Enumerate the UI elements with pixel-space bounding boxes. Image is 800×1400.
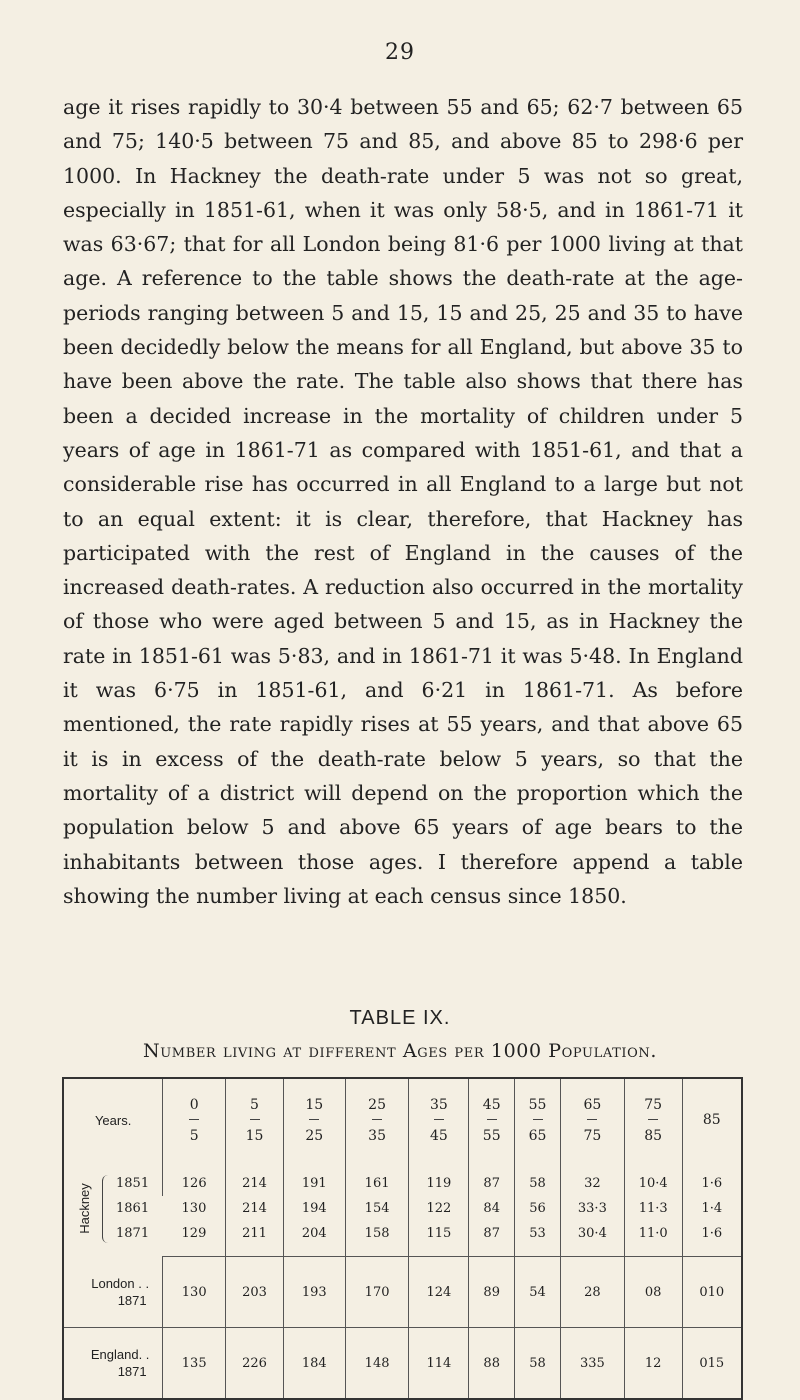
table-cell: 130 [163,1257,226,1328]
table-cell: 148 [345,1328,409,1400]
table-cell: 135 [163,1328,226,1400]
table-cell: 170 [345,1257,409,1328]
year-label: 1871 [117,1292,147,1308]
table-cell: 114 [409,1328,469,1400]
age-from: 45 [482,1096,501,1113]
table-cell: 184 [283,1328,345,1400]
england-label-cell [63,1328,163,1400]
table-cell: 335 [560,1328,624,1400]
table-cell: 58 [515,1161,561,1196]
age-header [345,1078,409,1161]
table-cell: 158 [345,1221,409,1257]
age-header [515,1078,561,1161]
age-header: 85 [682,1078,742,1161]
table-cell: 12 [624,1328,682,1400]
age-to: 65 [528,1127,547,1144]
page-number: 29 [385,40,415,65]
age-header [469,1078,515,1161]
table-cell: 10·4 [624,1161,682,1196]
table-cell: 226 [226,1328,284,1400]
age-header [226,1078,284,1161]
hackney-label-cell [63,1161,163,1257]
table-cell: 88 [469,1328,515,1400]
age-from: 5 [250,1096,259,1113]
age-header [283,1078,345,1161]
year-label: 1851 [116,1176,150,1191]
table-header-row [63,1078,742,1161]
age-to: 25 [305,1127,324,1144]
year-label: 1871 [116,1226,150,1241]
table-cell: 010 [682,1257,742,1328]
table-cell: 89 [469,1257,515,1328]
table-row [63,1161,742,1196]
table-cell: 204 [283,1221,345,1257]
table-cell: 203 [226,1257,284,1328]
england-label: England. . [90,1347,150,1362]
age-header [560,1078,624,1161]
table-cell: 193 [283,1257,345,1328]
age-to: 55 [482,1127,501,1144]
age-header [163,1078,226,1161]
table-cell: 28 [560,1257,624,1328]
age-from: 55 [528,1096,547,1113]
table-cell: 214 [226,1196,284,1221]
table-cell: 58 [515,1328,561,1400]
table-cell: 122 [409,1196,469,1221]
age-from: 35 [429,1096,448,1113]
table-cell: 194 [283,1196,345,1221]
age-to: 5 [189,1127,199,1144]
brace-icon [102,1175,109,1243]
table-cell: 015 [682,1328,742,1400]
age-to: 45 [429,1127,448,1144]
london-label: London . . [91,1275,150,1291]
age-to: 15 [245,1127,264,1144]
table-cell: 33·3 [560,1196,624,1221]
table-cell: 119 [409,1161,469,1196]
table-cell: 56 [515,1196,561,1221]
table-cell: 161 [345,1161,409,1196]
age-to: 75 [583,1127,602,1144]
year-label: 1871 [117,1364,147,1379]
table-row [63,1221,742,1257]
table-cell: 211 [226,1221,284,1257]
table-cell: 154 [345,1196,409,1221]
table-cell: 1·4 [682,1196,742,1221]
england-row [63,1328,742,1400]
table-cell: 32 [560,1161,624,1196]
table-cell: 1·6 [682,1221,742,1257]
london-row [63,1257,742,1328]
population-age-table [62,1077,743,1400]
table-cell: 11·0 [624,1221,682,1257]
table-cell: 30·4 [560,1221,624,1257]
table-cell: 08 [624,1257,682,1328]
table-caption: Number living at different Ages per 1000 Population. [143,1040,657,1062]
table-cell: 130 [181,1201,207,1216]
table-cell: 129 [163,1221,226,1257]
hackney-group [63,1161,742,1257]
age-from: 25 [368,1096,386,1113]
year-label: 1861 [116,1201,150,1216]
table-cell: 191 [283,1161,345,1196]
table-cell: 87 [469,1161,515,1196]
age-from: 75 [644,1096,663,1113]
hackney-label: Hackney [76,1183,92,1235]
age-to: 85 [644,1127,663,1144]
table-cell: 11·3 [624,1196,682,1221]
age-from: 65 [583,1096,602,1113]
table-cell: 54 [515,1257,561,1328]
age-header [409,1078,469,1161]
table-label: TABLE IX. [349,1007,451,1029]
years-header: Years. [94,1112,132,1128]
table-cell: 1·6 [682,1161,742,1196]
table-cell: 53 [515,1221,561,1257]
age-to: 35 [368,1127,386,1144]
table-cell: 87 [469,1221,515,1257]
london-label-cell [63,1257,163,1328]
age-from: 15 [305,1096,324,1113]
table-cell: 124 [409,1257,469,1328]
table-cell: 126 [163,1161,226,1196]
table-cell: 115 [409,1221,469,1257]
table-cell: 84 [469,1196,515,1221]
table-cell: 214 [226,1161,284,1196]
body-paragraph: age it rises rapidly to 30·4 between 55 and 65; 62·7 between 65 and 75; 140·5 between 75 and 85, and above 85 to 298·6 per 1000. In Hackney the death-rate under 5 was not so great, especially in 1851-61, when it was only 58·5, and in 1861-71 it was 63·67; that for all London being 81·6 per 1000 living at that age. A reference to the table shows the death-rate at the age-periods ranging between 5 and 15, 15 and 25, 25 and 35 to have been decidedly below the means for all England, but above 35 to have been above the rate. The table also shows that there has been a decided increase in the mortality of children under 5 years of age in 1861-71 as compared with 1851-61, and that a considerable rise has occurred in all England to a large but not to an equal extent: it is clear, therefore, that Hackney has participated with the rest of England in the causes of the increased death-rates. A reduction also occurred in the mortality of those who were aged between 5 and 15, as in Hackney the rate in 1851-61 was 5·83, and in 1861-71 it was 5·48. In England it was 6·75 in 1851-61, and 6·21 in 1861-71. As before mentioned, the rate rapidly rises at 55 years, and that above 65 it is in excess of the death-rate below 5 years, so that the mortality of a district will depend on the proportion which the population below 5 and above 65 years of age bears to the inhabitants between those ages. I therefore append a table showing the number living at each census since 1850. [63,95,743,908]
age-header [624,1078,682,1161]
age-from: 0 [189,1096,199,1113]
table-row [63,1196,742,1221]
